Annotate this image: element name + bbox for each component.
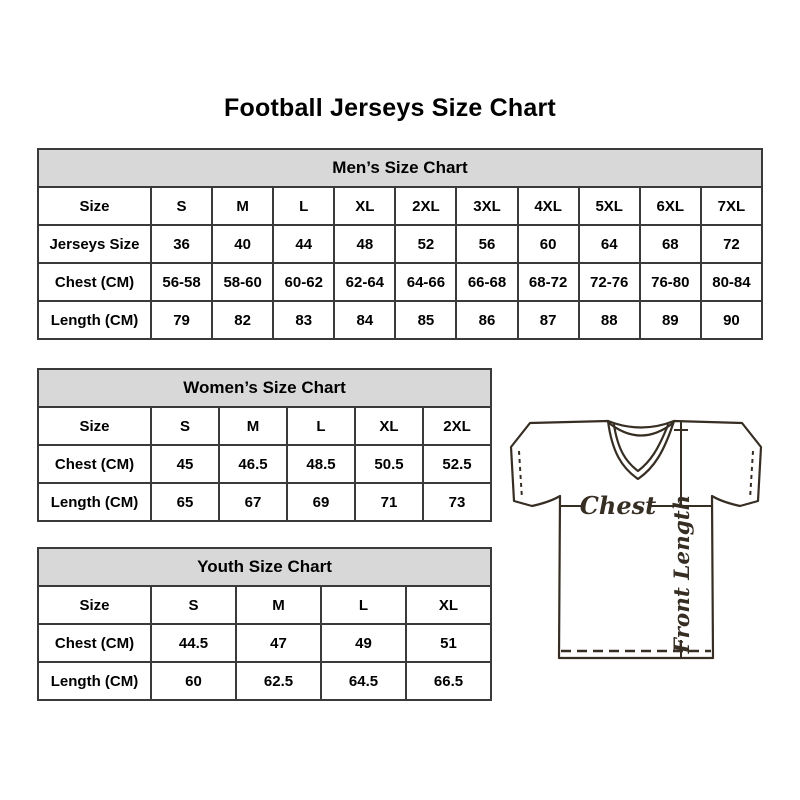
value-cell: 56 — [456, 225, 517, 263]
table-row — [38, 301, 762, 339]
jersey-measurement-diagram — [498, 400, 778, 666]
value-cell: 46.5 — [219, 445, 287, 483]
value-cell: 89 — [640, 301, 701, 339]
value-cell: 2XL — [395, 187, 456, 225]
value-cell: 52 — [395, 225, 456, 263]
value-cell: 85 — [395, 301, 456, 339]
value-cell: 60 — [518, 225, 579, 263]
value-cell: 44 — [273, 225, 334, 263]
value-cell: 47 — [236, 624, 321, 662]
value-cell: 72-76 — [579, 263, 640, 301]
jersey-outline — [511, 421, 761, 658]
table-title: Men’s Size Chart — [38, 149, 762, 187]
value-cell: 45 — [151, 445, 219, 483]
value-cell: 3XL — [456, 187, 517, 225]
value-cell: 7XL — [701, 187, 762, 225]
table-row — [38, 407, 491, 445]
row-label-cell: Length (CM) — [38, 301, 151, 339]
value-cell: 83 — [273, 301, 334, 339]
value-cell: 60-62 — [273, 263, 334, 301]
value-cell: XL — [355, 407, 423, 445]
youth-size-chart-table — [37, 547, 492, 701]
row-label-cell: Size — [38, 187, 151, 225]
value-cell: M — [236, 586, 321, 624]
value-cell: 84 — [334, 301, 395, 339]
value-cell: XL — [406, 586, 491, 624]
jersey-diagram-svg — [498, 400, 778, 666]
table-row — [38, 445, 491, 483]
value-cell: 6XL — [640, 187, 701, 225]
value-cell: 73 — [423, 483, 491, 521]
value-cell: 88 — [579, 301, 640, 339]
front-length-label: Front Length — [670, 494, 695, 654]
table-title-row — [38, 548, 491, 586]
table-row — [38, 187, 762, 225]
value-cell: 79 — [151, 301, 212, 339]
table-row — [38, 263, 762, 301]
mens-size-chart-table — [37, 148, 763, 340]
value-cell: 60 — [151, 662, 236, 700]
value-cell: 62-64 — [334, 263, 395, 301]
value-cell: 64.5 — [321, 662, 406, 700]
table-title-row — [38, 149, 762, 187]
row-label-cell: Length (CM) — [38, 662, 151, 700]
value-cell: 69 — [287, 483, 355, 521]
row-label-cell: Jerseys Size — [38, 225, 151, 263]
value-cell: 56-58 — [151, 263, 212, 301]
value-cell: M — [212, 187, 273, 225]
table-title: Women’s Size Chart — [38, 369, 491, 407]
value-cell: 68-72 — [518, 263, 579, 301]
value-cell: 58-60 — [212, 263, 273, 301]
row-label-cell: Chest (CM) — [38, 445, 151, 483]
womens-size-chart-table — [37, 368, 492, 522]
row-label-cell: Chest (CM) — [38, 263, 151, 301]
row-label-cell: Length (CM) — [38, 483, 151, 521]
value-cell: 80-84 — [701, 263, 762, 301]
value-cell: 72 — [701, 225, 762, 263]
value-cell: 51 — [406, 624, 491, 662]
value-cell: 66-68 — [456, 263, 517, 301]
row-label-cell: Size — [38, 586, 151, 624]
chest-label: Chest — [579, 491, 657, 520]
value-cell: 90 — [701, 301, 762, 339]
table-row — [38, 225, 762, 263]
value-cell: 67 — [219, 483, 287, 521]
table-row — [38, 662, 491, 700]
value-cell: 52.5 — [423, 445, 491, 483]
value-cell: S — [151, 187, 212, 225]
value-cell: S — [151, 407, 219, 445]
value-cell: L — [287, 407, 355, 445]
table-title: Youth Size Chart — [38, 548, 491, 586]
value-cell: 64-66 — [395, 263, 456, 301]
value-cell: 48 — [334, 225, 395, 263]
value-cell: 62.5 — [236, 662, 321, 700]
value-cell: 66.5 — [406, 662, 491, 700]
table-row — [38, 586, 491, 624]
row-label-cell: Size — [38, 407, 151, 445]
value-cell: 87 — [518, 301, 579, 339]
value-cell: 65 — [151, 483, 219, 521]
value-cell: M — [219, 407, 287, 445]
table-title-row — [38, 369, 491, 407]
value-cell: 48.5 — [287, 445, 355, 483]
table-row — [38, 483, 491, 521]
value-cell: S — [151, 586, 236, 624]
value-cell: 50.5 — [355, 445, 423, 483]
value-cell: L — [273, 187, 334, 225]
value-cell: L — [321, 586, 406, 624]
value-cell: 82 — [212, 301, 273, 339]
value-cell: 76-80 — [640, 263, 701, 301]
value-cell: 71 — [355, 483, 423, 521]
value-cell: XL — [334, 187, 395, 225]
value-cell: 64 — [579, 225, 640, 263]
value-cell: 5XL — [579, 187, 640, 225]
value-cell: 68 — [640, 225, 701, 263]
value-cell: 44.5 — [151, 624, 236, 662]
value-cell: 36 — [151, 225, 212, 263]
value-cell: 40 — [212, 225, 273, 263]
table-row — [38, 624, 491, 662]
value-cell: 49 — [321, 624, 406, 662]
row-label-cell: Chest (CM) — [38, 624, 151, 662]
page-title: Football Jerseys Size Chart — [224, 94, 556, 122]
value-cell: 4XL — [518, 187, 579, 225]
value-cell: 86 — [456, 301, 517, 339]
value-cell: 2XL — [423, 407, 491, 445]
